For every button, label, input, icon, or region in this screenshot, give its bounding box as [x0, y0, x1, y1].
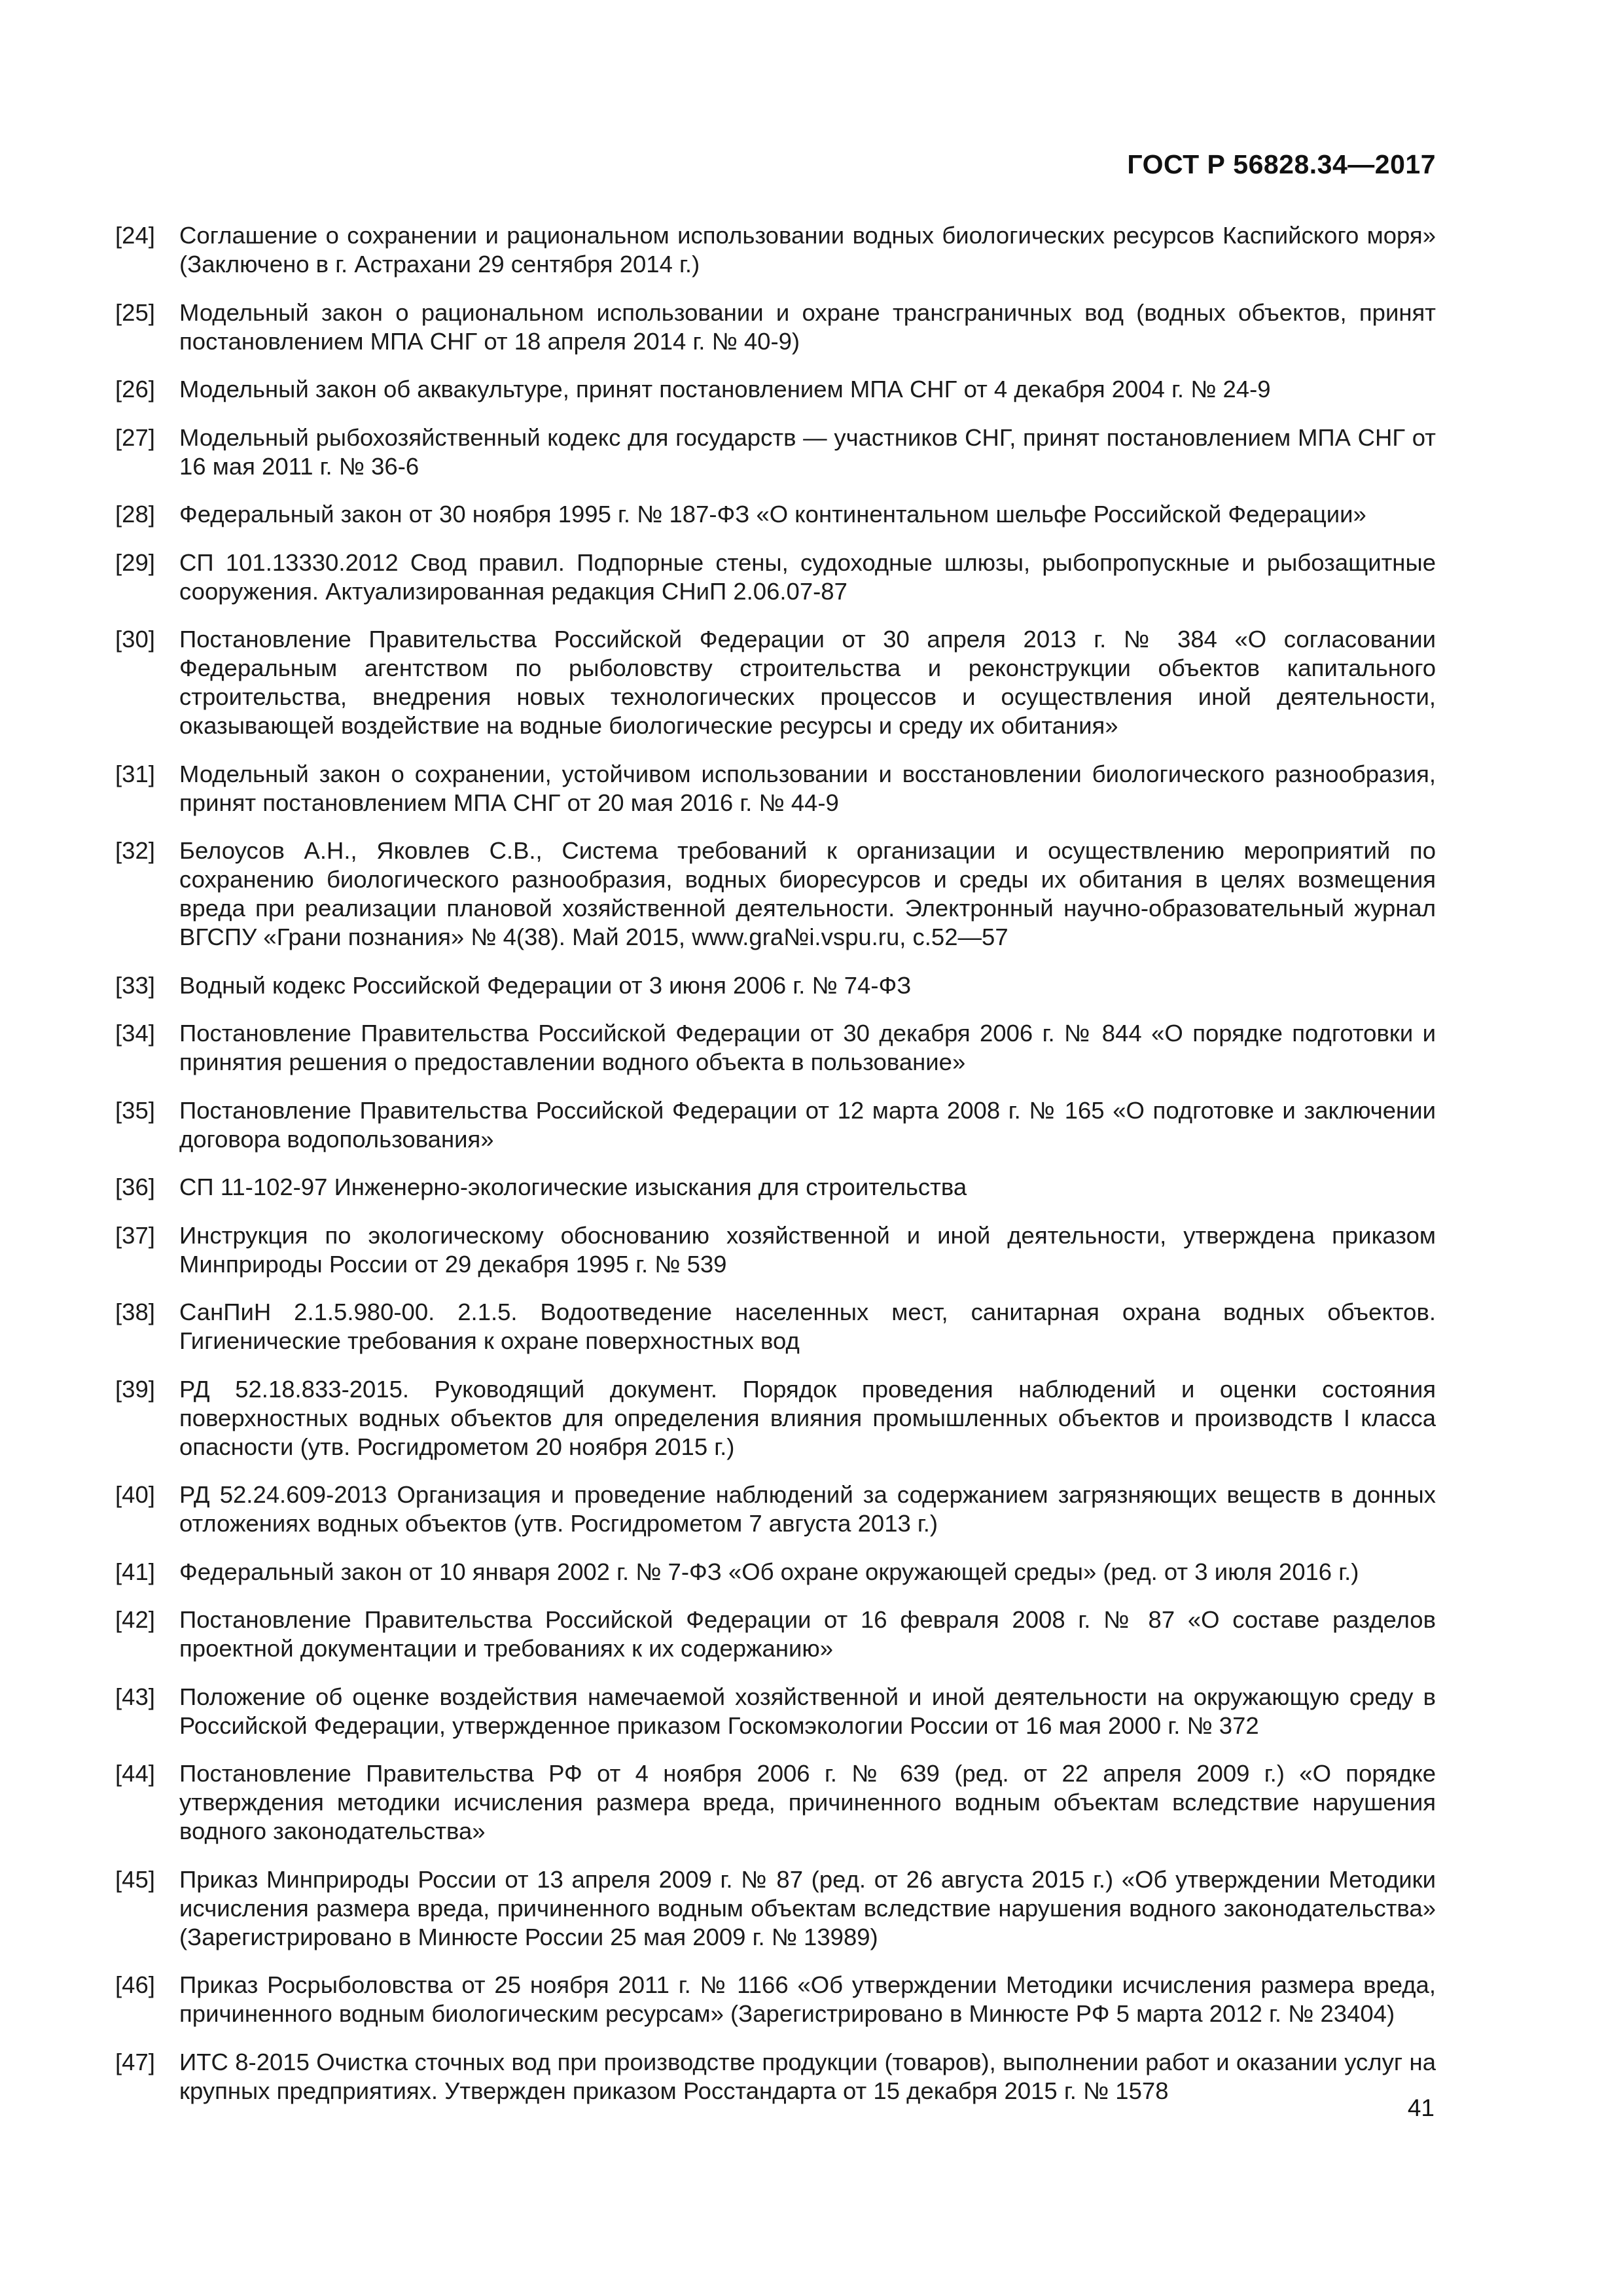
reference-text: Постановление Правительства Российской Федерации от 30 декабря 2006 г. № 844 «О порядке подготовки и принятия решения о предоставлении водного объекта в пользование»: [179, 1020, 1436, 1075]
reference-text: Положение об оценке воздействия намечаемой хозяйственной и иной деятельности на окружающую среду в Российской Федерации, утвержденное приказом Госкомэкологии России от 16 мая 2000 г. № 372: [179, 1683, 1436, 1739]
reference-item-42: [115, 1605, 1436, 1663]
reference-number: [26]: [115, 376, 155, 403]
reference-number: [34]: [115, 1020, 155, 1047]
reference-text: РД 52.24.609-2013 Организация и проведение наблюдений за содержанием загрязняющих веществ в донных отложениях водных объектов (утв. Росгидрометом 7 августа 2013 г.): [179, 1481, 1436, 1537]
reference-item-34: [115, 1019, 1436, 1077]
reference-text: Федеральный закон от 30 ноября 1995 г. № 187-ФЗ «О континентальном шельфе Российской Федерации»: [179, 501, 1366, 528]
reference-item-41: [115, 1558, 1436, 1587]
reference-item-45: [115, 1865, 1436, 1952]
reference-number: [32]: [115, 837, 155, 864]
reference-item-47: [115, 2048, 1436, 2106]
reference-text: Модельный закон о рациональном использовании и охране трансграничных вод (водных объектов, принят постановлением МПА СНГ от 18 апреля 2014 г. № 40-9): [179, 298, 1436, 355]
reference-item-38: [115, 1298, 1436, 1355]
reference-item-25: [115, 298, 1436, 356]
reference-text: Постановление Правительства Российской Федерации от 30 апреля 2013 г. № 384 «О согласовании Федеральным агентством по рыболовству строительства и реконструкции объектов капитального строительства, внедрения новых технологических процессов и осуществления иной деятельности, оказывающей воздействие на водные биологические ресурсы и среду их обитания»: [179, 626, 1436, 739]
reference-number: [44]: [115, 1760, 155, 1787]
reference-number: [37]: [115, 1221, 155, 1249]
reference-text: Постановление Правительства Российской Федерации от 16 февраля 2008 г. № 87 «О составе разделов проектной документации и требованиях к их содержанию»: [179, 1606, 1436, 1662]
reference-text: Модельный закон об аквакультуре, принят постановлением МПА СНГ от 4 декабря 2004 г. № 24-9: [179, 376, 1271, 403]
reference-item-31: [115, 760, 1436, 817]
reference-number: [47]: [115, 2048, 155, 2075]
reference-item-24: [115, 221, 1436, 279]
reference-number: [42]: [115, 1606, 155, 1633]
reference-text: ИТС 8-2015 Очистка сточных вод при производстве продукции (товаров), выполнении работ и оказании услуг на крупных предприятиях. Утвержден приказом Росстандарта от 15 декабря 2015 г. № 1578: [179, 2048, 1436, 2104]
reference-item-43: [115, 1683, 1436, 1740]
reference-text: Приказ Минприроды России от 13 апреля 2009 г. № 87 (ред. от 26 августа 2015 г.) «Об утверждении Методики исчисления размера вреда, причиненного водным объектам вследствие нарушения водного законодательства» (Зарегистрировано в Минюсте России 25 мая 2009 г. № 13989): [179, 1865, 1436, 1950]
reference-item-33: [115, 971, 1436, 1000]
reference-item-30: [115, 625, 1436, 740]
reference-number: [38]: [115, 1299, 155, 1325]
reference-item-27: [115, 423, 1436, 481]
reference-text: Соглашение о сохранении и рациональном использовании водных биологических ресурсов Каспийского моря» (Заключено в г. Астрахани 29 сентября 2014 г.): [179, 222, 1436, 278]
reference-text: СП 101.13330.2012 Свод правил. Подпорные стены, судоходные шлюзы, рыбопропускные и рыбозащитные сооружения. Актуализированная редакция СНиП 2.06.07-87: [179, 548, 1436, 605]
reference-text: Постановление Правительства РФ от 4 ноября 2006 г. № 639 (ред. от 22 апреля 2009 г.) «О порядке утверждения методики исчисления размера вреда, причиненного водным объектам вследствие нарушения водного законодательства»: [179, 1760, 1436, 1844]
reference-text: СанПиН 2.1.5.980-00. 2.1.5. Водоотведение населенных мест, санитарная охрана водных объектов. Гигиенические требования к охране поверхностных вод: [179, 1299, 1436, 1354]
reference-number: [39]: [115, 1375, 155, 1403]
reference-item-37: [115, 1221, 1436, 1279]
reference-number: [46]: [115, 1971, 155, 1998]
standard-code-header: ГОСТ Р 56828.34—2017: [1127, 149, 1436, 179]
reference-text: Постановление Правительства Российской Федерации от 12 марта 2008 г. № 165 «О подготовке и заключении договора водопользования»: [179, 1096, 1436, 1153]
reference-number: [29]: [115, 548, 155, 576]
reference-item-36: [115, 1173, 1436, 1202]
reference-item-39: [115, 1375, 1436, 1462]
reference-number: [45]: [115, 1865, 155, 1893]
page-number: 41: [1407, 2094, 1435, 2121]
reference-number: [31]: [115, 760, 155, 787]
reference-item-29: [115, 548, 1436, 606]
reference-number: [27]: [115, 423, 155, 451]
reference-text: Модельный закон о сохранении, устойчивом использовании и восстановлении биологического разнообразия, принят постановлением МПА СНГ от 20 мая 2016 г. № 44-9: [179, 760, 1436, 816]
reference-text: Федеральный закон от 10 января 2002 г. № 7-ФЗ «Об охране окружающей среды» (ред. от 3 июля 2016 г.): [179, 1558, 1359, 1585]
reference-list: [115, 221, 1436, 2125]
reference-number: [28]: [115, 501, 155, 528]
reference-number: [25]: [115, 298, 155, 326]
reference-text: СП 11-102-97 Инженерно-экологические изыскания для строительства: [179, 1174, 967, 1200]
reference-item-40: [115, 1480, 1436, 1538]
reference-number: [33]: [115, 971, 155, 999]
reference-number: [40]: [115, 1481, 155, 1508]
reference-item-35: [115, 1096, 1436, 1154]
reference-number: [43]: [115, 1683, 155, 1710]
reference-number: [36]: [115, 1174, 155, 1200]
reference-number: [24]: [115, 222, 155, 249]
reference-item-46: [115, 1971, 1436, 2028]
reference-item-26: [115, 375, 1436, 404]
reference-text: Модельный рыбохозяйственный кодекс для государств — участников СНГ, принят постановлением МПА СНГ от 16 мая 2011 г. № 36-6: [179, 423, 1436, 480]
reference-number: [35]: [115, 1096, 155, 1124]
reference-text: Приказ Росрыболовства от 25 ноября 2011 г. № 1166 «Об утверждении Методики исчисления размера вреда, причиненного водным биологическим ресурсам» (Зарегистрировано в Минюсте РФ 5 марта 2012 г. № 23404): [179, 1971, 1436, 2027]
reference-text: РД 52.18.833-2015. Руководящий документ. Порядок проведения наблюдений и оценки состояния поверхностных водных объектов для определения влияния промышленных объектов и производств I класса опасности (утв. Росгидрометом 20 ноября 2015 г.): [179, 1375, 1436, 1460]
reference-item-44: [115, 1759, 1436, 1846]
reference-text: Белоусов А.Н., Яковлев С.В., Система требований к организации и осуществлению мероприятий по сохранению биологического разнообразия, водных биоресурсов и среды их обитания в целях возмещения вреда при реализации плановой хозяйственной деятельности. Электронный научно-образовательный журнал ВГСПУ «Грани познания» № 4(38). Май 2015, www.gra№i.vspu.ru, с.52—57: [179, 837, 1436, 950]
reference-number: [30]: [115, 626, 155, 653]
reference-text: Инструкция по экологическому обоснованию хозяйственной и иной деятельности, утверждена приказом Минприроды России от 29 декабря 1995 г. № 539: [179, 1221, 1436, 1278]
reference-item-32: [115, 836, 1436, 952]
reference-item-28: [115, 500, 1436, 529]
reference-number: [41]: [115, 1558, 155, 1585]
reference-text: Водный кодекс Российской Федерации от 3 июня 2006 г. № 74-ФЗ: [179, 971, 912, 999]
